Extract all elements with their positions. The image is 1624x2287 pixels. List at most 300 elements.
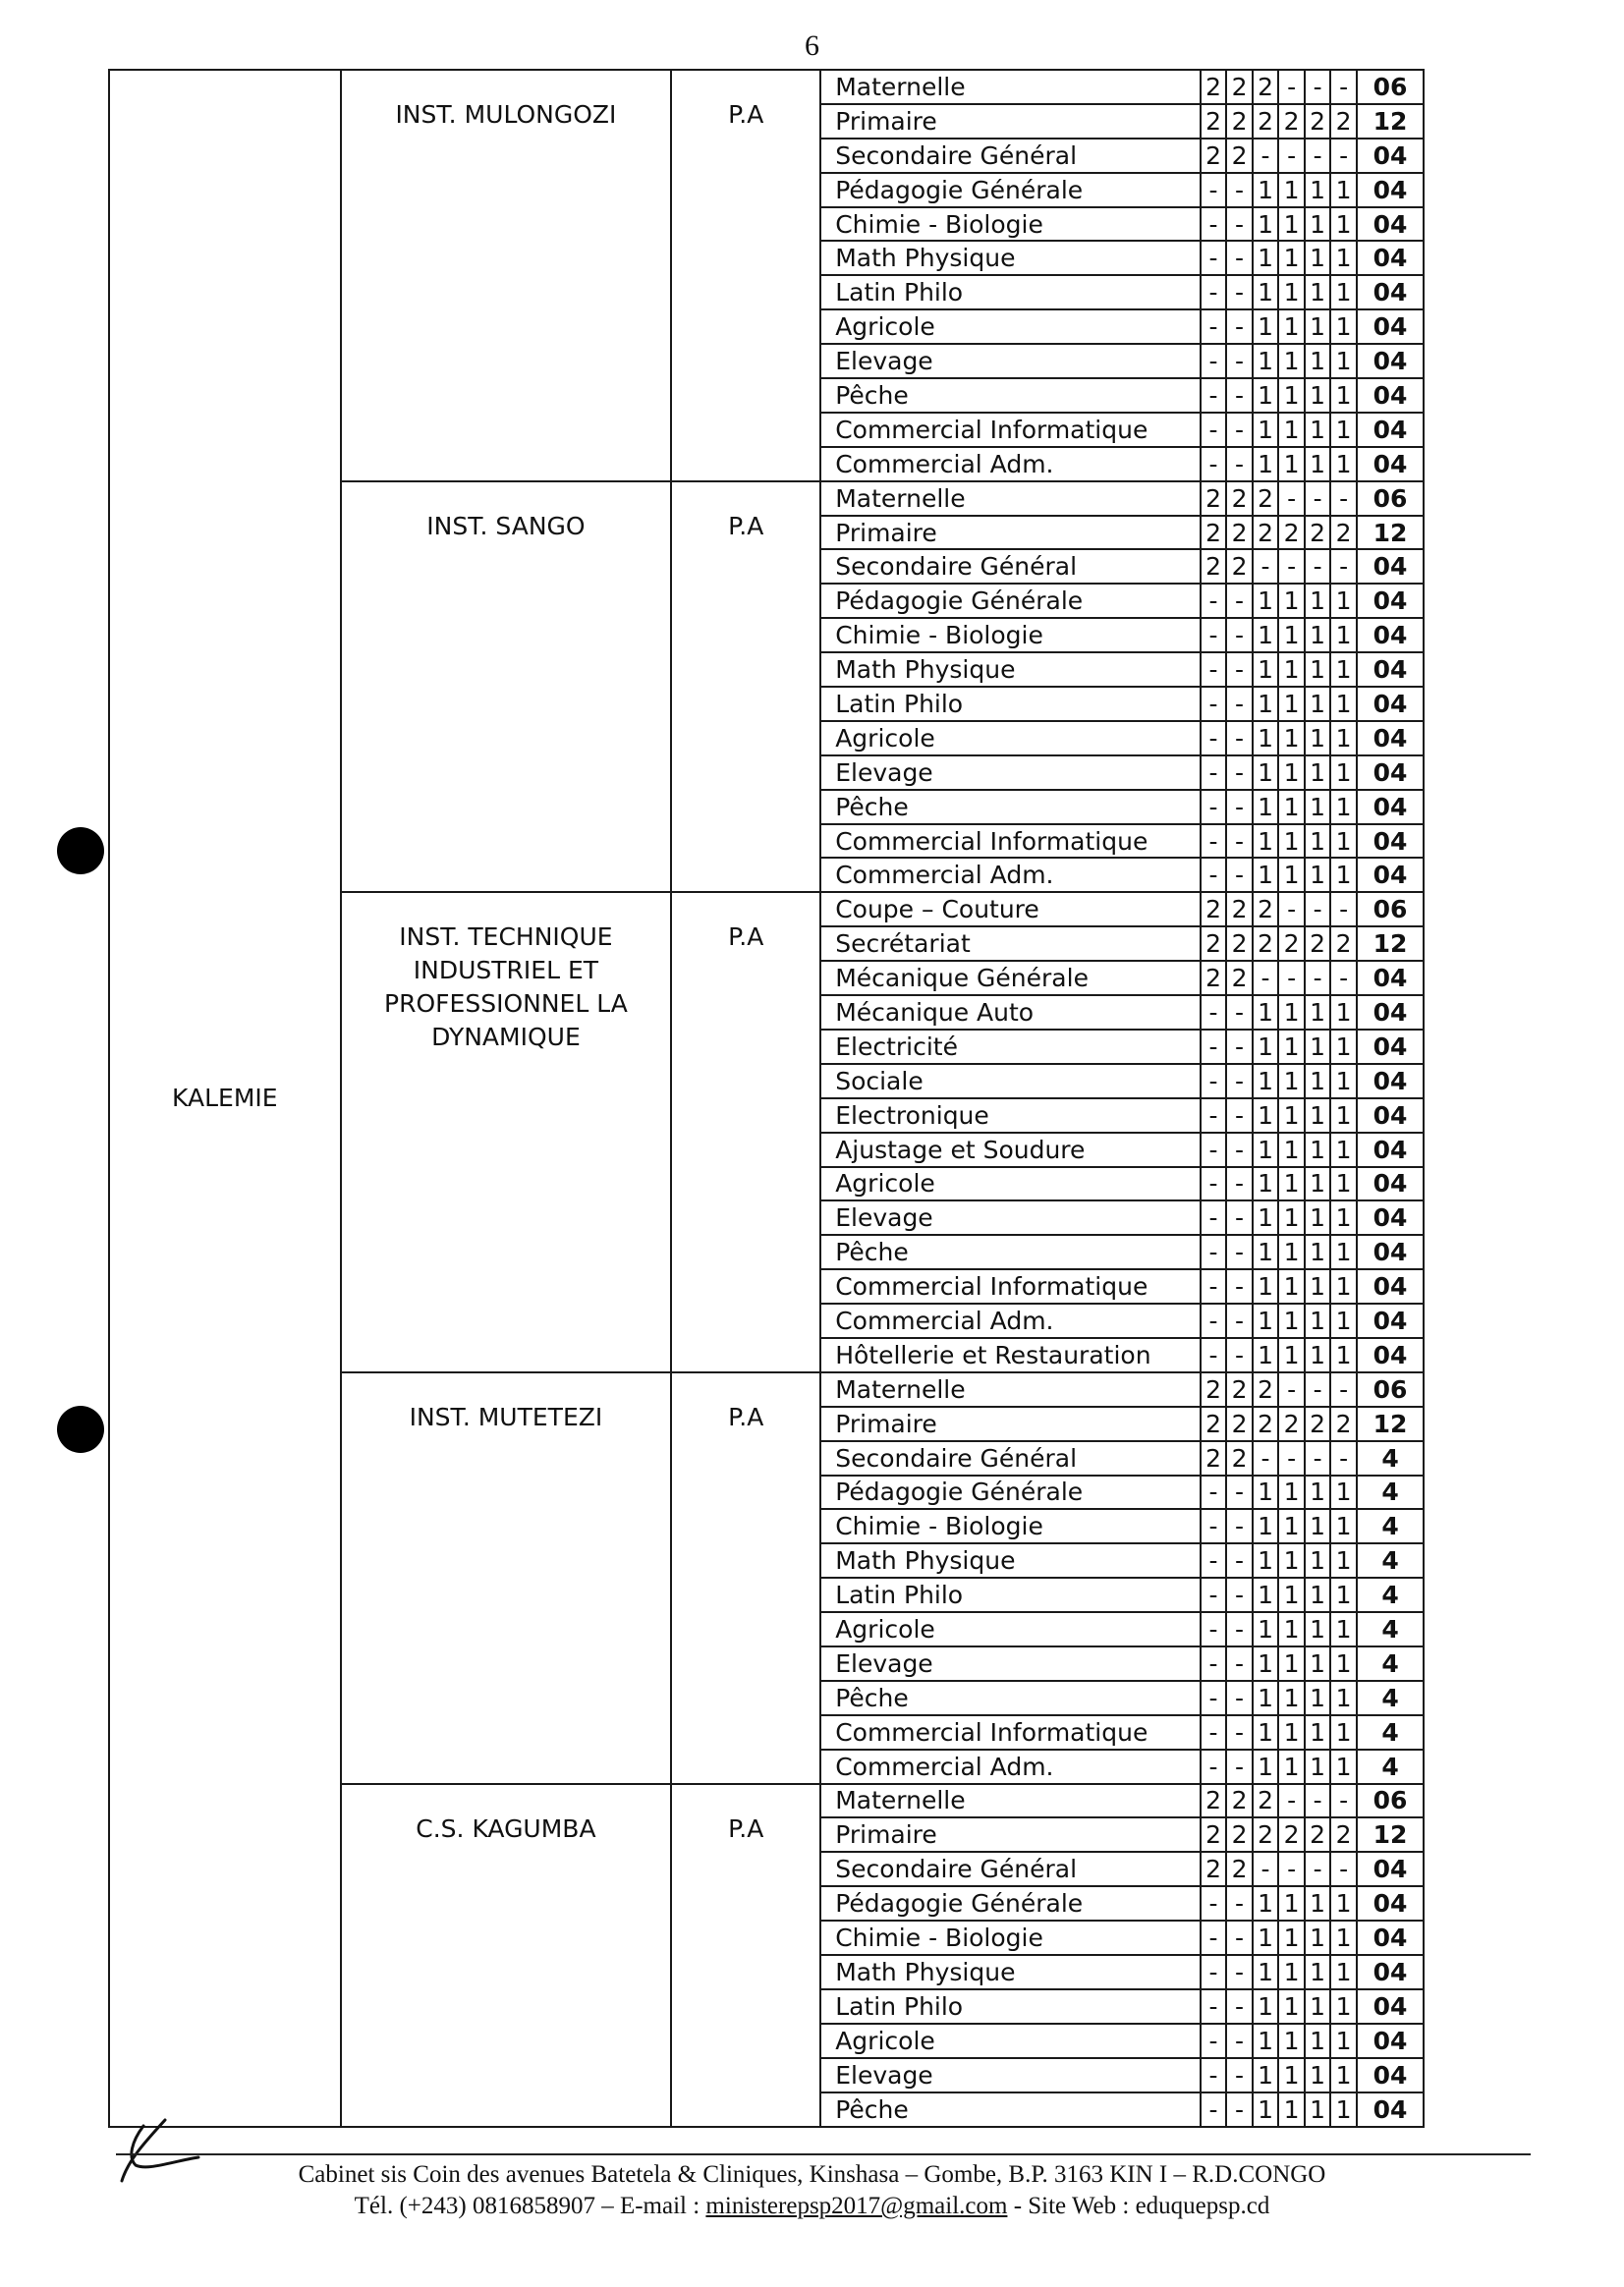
school-status-cell: P.A: [671, 1372, 820, 1784]
class-count-cell: -: [1226, 687, 1253, 721]
class-count-cell: 1: [1278, 1509, 1305, 1543]
total-cell: 06: [1357, 1372, 1424, 1407]
class-count-cell: 1: [1278, 207, 1305, 242]
punch-hole-icon: [57, 827, 104, 874]
blank-margin-cell: [1424, 1715, 1510, 1750]
class-count-cell: -: [1278, 892, 1305, 926]
class-count-cell: 1: [1253, 721, 1279, 755]
blank-margin-cell: [1424, 1646, 1510, 1681]
option-cell: Elevage: [820, 1200, 1201, 1235]
total-cell: 04: [1357, 1304, 1424, 1338]
blank-margin-cell: [1424, 70, 1510, 104]
footer-phone: Tél. (+243) 0816858907 – E-mail :: [354, 2193, 706, 2219]
class-count-cell: 2: [1226, 1441, 1253, 1476]
class-count-cell: -: [1305, 1372, 1331, 1407]
class-count-cell: 2: [1201, 70, 1227, 104]
option-cell: Secondaire Général: [820, 1441, 1201, 1476]
blank-margin-cell: [1424, 1372, 1510, 1407]
total-cell: 04: [1357, 1269, 1424, 1304]
class-count-cell: 1: [1305, 652, 1331, 687]
footer-divider: [116, 2153, 1531, 2155]
class-count-cell: 1: [1305, 755, 1331, 790]
class-count-cell: 1: [1253, 1200, 1279, 1235]
class-count-cell: -: [1226, 1235, 1253, 1269]
class-count-cell: -: [1278, 549, 1305, 584]
total-cell: 04: [1357, 721, 1424, 755]
total-cell: 04: [1357, 2058, 1424, 2092]
blank-margin-cell: [1424, 618, 1510, 652]
class-count-cell: 2: [1305, 926, 1331, 961]
class-count-cell: -: [1201, 652, 1227, 687]
class-count-cell: 2: [1253, 926, 1279, 961]
class-count-cell: 1: [1305, 584, 1331, 618]
class-count-cell: 1: [1305, 1681, 1331, 1715]
class-count-cell: 1: [1305, 1921, 1331, 1955]
class-count-cell: -: [1330, 481, 1357, 516]
class-count-cell: -: [1226, 652, 1253, 687]
class-count-cell: 1: [1330, 447, 1357, 481]
class-count-cell: -: [1201, 1886, 1227, 1921]
total-cell: 04: [1357, 1133, 1424, 1167]
class-count-cell: -: [1201, 309, 1227, 344]
class-count-cell: -: [1201, 1509, 1227, 1543]
blank-margin-cell: [1424, 652, 1510, 687]
blank-margin-cell: [1424, 2024, 1510, 2058]
class-count-cell: 2: [1278, 1407, 1305, 1441]
class-count-cell: 1: [1330, 2058, 1357, 2092]
blank-margin-cell: [1424, 2092, 1510, 2127]
option-cell: Maternelle: [820, 1784, 1201, 1818]
class-count-cell: 1: [1253, 584, 1279, 618]
blank-margin-cell: [1424, 1030, 1510, 1064]
class-count-cell: -: [1201, 721, 1227, 755]
class-count-cell: -: [1226, 241, 1253, 275]
blank-margin-cell: [1424, 1269, 1510, 1304]
total-cell: 4: [1357, 1612, 1424, 1646]
class-count-cell: 1: [1278, 618, 1305, 652]
class-count-cell: -: [1226, 1921, 1253, 1955]
class-count-cell: 1: [1253, 824, 1279, 859]
class-count-cell: -: [1226, 1476, 1253, 1510]
total-cell: 04: [1357, 652, 1424, 687]
class-count-cell: 1: [1305, 858, 1331, 892]
class-count-cell: 2: [1201, 1441, 1227, 1476]
blank-margin-cell: [1424, 2058, 1510, 2092]
class-count-cell: 1: [1278, 378, 1305, 413]
total-cell: 06: [1357, 1784, 1424, 1818]
schools-table: [108, 69, 1511, 2128]
class-count-cell: 1: [1253, 378, 1279, 413]
class-count-cell: -: [1305, 139, 1331, 173]
class-count-cell: 1: [1330, 1098, 1357, 1133]
class-count-cell: 1: [1278, 584, 1305, 618]
class-count-cell: -: [1226, 1030, 1253, 1064]
blank-margin-cell: [1424, 926, 1510, 961]
total-cell: 04: [1357, 447, 1424, 481]
class-count-cell: -: [1226, 858, 1253, 892]
class-count-cell: -: [1330, 1441, 1357, 1476]
class-count-cell: 1: [1278, 309, 1305, 344]
blank-margin-cell: [1424, 1064, 1510, 1098]
class-count-cell: 2: [1226, 70, 1253, 104]
blank-margin-cell: [1424, 961, 1510, 995]
class-count-cell: 1: [1305, 1338, 1331, 1372]
class-count-cell: -: [1253, 1441, 1279, 1476]
class-count-cell: 1: [1330, 1200, 1357, 1235]
class-count-cell: -: [1201, 1750, 1227, 1784]
class-count-cell: 1: [1253, 344, 1279, 378]
option-cell: Math Physique: [820, 652, 1201, 687]
class-count-cell: 1: [1330, 687, 1357, 721]
class-count-cell: -: [1278, 481, 1305, 516]
class-count-cell: -: [1201, 1955, 1227, 1989]
class-count-cell: 1: [1278, 1543, 1305, 1578]
class-count-cell: 1: [1278, 2024, 1305, 2058]
school-status-cell: P.A: [671, 892, 820, 1371]
class-count-cell: -: [1226, 309, 1253, 344]
class-count-cell: 2: [1226, 139, 1253, 173]
class-count-cell: 1: [1330, 584, 1357, 618]
class-count-cell: 1: [1330, 1476, 1357, 1510]
class-count-cell: -: [1201, 1133, 1227, 1167]
total-cell: 4: [1357, 1509, 1424, 1543]
class-count-cell: -: [1226, 1133, 1253, 1167]
blank-margin-cell: [1424, 1750, 1510, 1784]
class-count-cell: -: [1278, 1852, 1305, 1886]
class-count-cell: -: [1305, 1852, 1331, 1886]
class-count-cell: 1: [1253, 1269, 1279, 1304]
option-cell: Pédagogie Générale: [820, 173, 1201, 207]
option-cell: Elevage: [820, 344, 1201, 378]
blank-margin-cell: [1424, 241, 1510, 275]
class-count-cell: -: [1201, 2092, 1227, 2127]
class-count-cell: -: [1226, 1098, 1253, 1133]
table-row: [109, 70, 1510, 104]
class-count-cell: 1: [1305, 1509, 1331, 1543]
class-count-cell: 1: [1330, 652, 1357, 687]
total-cell: 4: [1357, 1476, 1424, 1510]
class-count-cell: 1: [1305, 1098, 1331, 1133]
class-count-cell: 2: [1226, 104, 1253, 139]
class-count-cell: 1: [1278, 413, 1305, 447]
option-cell: Mécanique Auto: [820, 995, 1201, 1030]
class-count-cell: -: [1201, 2024, 1227, 2058]
blank-margin-cell: [1424, 516, 1510, 550]
class-count-cell: 1: [1330, 378, 1357, 413]
class-count-cell: -: [1278, 1784, 1305, 1818]
option-cell: Commercial Informatique: [820, 824, 1201, 859]
class-count-cell: 1: [1305, 1989, 1331, 2024]
class-count-cell: 1: [1330, 309, 1357, 344]
class-count-cell: -: [1226, 618, 1253, 652]
class-count-cell: 1: [1330, 344, 1357, 378]
class-count-cell: -: [1226, 173, 1253, 207]
blank-margin-cell: [1424, 1955, 1510, 1989]
school-name-cell: INST. SANGO: [341, 481, 672, 893]
blank-margin-cell: [1424, 1612, 1510, 1646]
option-cell: Elevage: [820, 1646, 1201, 1681]
class-count-cell: 1: [1253, 1476, 1279, 1510]
class-count-cell: 1: [1278, 2092, 1305, 2127]
class-count-cell: -: [1201, 995, 1227, 1030]
class-count-cell: 2: [1253, 481, 1279, 516]
blank-margin-cell: [1424, 1098, 1510, 1133]
class-count-cell: -: [1226, 275, 1253, 309]
option-cell: Math Physique: [820, 1955, 1201, 1989]
class-count-cell: -: [1201, 1338, 1227, 1372]
total-cell: 12: [1357, 516, 1424, 550]
option-cell: Secondaire Général: [820, 139, 1201, 173]
class-count-cell: -: [1226, 378, 1253, 413]
class-count-cell: 1: [1305, 173, 1331, 207]
blank-margin-cell: [1424, 1578, 1510, 1612]
total-cell: 4: [1357, 1543, 1424, 1578]
class-count-cell: -: [1201, 824, 1227, 859]
class-count-cell: 2: [1253, 1817, 1279, 1852]
footer-address: Cabinet sis Coin des avenues Batetela & Cliniques, Kinshasa – Gombe, B.P. 3163 KIN I – R.D.CONGO: [298, 2161, 1326, 2188]
option-cell: Mécanique Générale: [820, 961, 1201, 995]
class-count-cell: 1: [1330, 1715, 1357, 1750]
option-cell: Agricole: [820, 1167, 1201, 1201]
class-count-cell: 2: [1226, 961, 1253, 995]
total-cell: 06: [1357, 892, 1424, 926]
class-count-cell: 1: [1305, 275, 1331, 309]
class-count-cell: -: [1201, 1715, 1227, 1750]
class-count-cell: 1: [1253, 1235, 1279, 1269]
class-count-cell: 2: [1226, 549, 1253, 584]
class-count-cell: 2: [1201, 892, 1227, 926]
class-count-cell: 1: [1253, 447, 1279, 481]
class-count-cell: -: [1201, 1921, 1227, 1955]
class-count-cell: 1: [1330, 721, 1357, 755]
total-cell: 04: [1357, 858, 1424, 892]
school-status-cell: P.A: [671, 70, 820, 481]
class-count-cell: -: [1201, 1304, 1227, 1338]
school-name-cell: INST. MULONGOZI: [341, 70, 672, 481]
class-count-cell: 2: [1226, 516, 1253, 550]
class-count-cell: 2: [1201, 516, 1227, 550]
class-count-cell: -: [1305, 549, 1331, 584]
class-count-cell: 1: [1305, 447, 1331, 481]
class-count-cell: -: [1226, 1064, 1253, 1098]
class-count-cell: 2: [1305, 1817, 1331, 1852]
blank-margin-cell: [1424, 309, 1510, 344]
class-count-cell: 1: [1305, 309, 1331, 344]
class-count-cell: -: [1330, 70, 1357, 104]
total-cell: 04: [1357, 687, 1424, 721]
class-count-cell: 1: [1305, 1133, 1331, 1167]
class-count-cell: 1: [1278, 1064, 1305, 1098]
class-count-cell: -: [1330, 1372, 1357, 1407]
class-count-cell: 2: [1201, 1784, 1227, 1818]
blank-margin-cell: [1424, 1200, 1510, 1235]
blank-margin-cell: [1424, 378, 1510, 413]
region-cell: KALEMIE: [109, 70, 341, 2127]
class-count-cell: 2: [1201, 1852, 1227, 1886]
class-count-cell: 1: [1278, 1476, 1305, 1510]
blank-margin-cell: [1424, 275, 1510, 309]
class-count-cell: -: [1330, 1852, 1357, 1886]
blank-margin-cell: [1424, 755, 1510, 790]
class-count-cell: 2: [1201, 549, 1227, 584]
option-cell: Primaire: [820, 1817, 1201, 1852]
class-count-cell: -: [1201, 1064, 1227, 1098]
class-count-cell: 2: [1226, 926, 1253, 961]
class-count-cell: 2: [1201, 1372, 1227, 1407]
class-count-cell: -: [1226, 344, 1253, 378]
class-count-cell: 1: [1253, 1715, 1279, 1750]
option-cell: Math Physique: [820, 1543, 1201, 1578]
class-count-cell: 1: [1278, 1304, 1305, 1338]
blank-margin-cell: [1424, 173, 1510, 207]
option-cell: Pêche: [820, 1235, 1201, 1269]
class-count-cell: 2: [1330, 104, 1357, 139]
total-cell: 04: [1357, 961, 1424, 995]
class-count-cell: 1: [1330, 858, 1357, 892]
blank-margin-cell: [1424, 1921, 1510, 1955]
class-count-cell: 1: [1278, 1750, 1305, 1784]
footer-contact: [0, 2193, 1624, 2220]
class-count-cell: 2: [1253, 70, 1279, 104]
class-count-cell: 2: [1226, 1407, 1253, 1441]
footer-email-link[interactable]: ministerepsp2017@gmail.com: [705, 2193, 1008, 2219]
class-count-cell: 1: [1330, 1955, 1357, 1989]
school-status-cell: P.A: [671, 481, 820, 893]
option-cell: Commercial Adm.: [820, 1304, 1201, 1338]
option-cell: Commercial Adm.: [820, 447, 1201, 481]
class-count-cell: -: [1226, 1200, 1253, 1235]
total-cell: 04: [1357, 139, 1424, 173]
class-count-cell: 1: [1278, 1338, 1305, 1372]
class-count-cell: 1: [1305, 721, 1331, 755]
class-count-cell: 1: [1253, 1167, 1279, 1201]
class-count-cell: -: [1226, 1750, 1253, 1784]
class-count-cell: 1: [1278, 1133, 1305, 1167]
class-count-cell: 1: [1253, 1646, 1279, 1681]
class-count-cell: 1: [1305, 413, 1331, 447]
class-count-cell: 2: [1330, 1407, 1357, 1441]
blank-margin-cell: [1424, 1681, 1510, 1715]
class-count-cell: -: [1226, 1646, 1253, 1681]
class-count-cell: 2: [1201, 104, 1227, 139]
class-count-cell: -: [1226, 995, 1253, 1030]
class-count-cell: -: [1201, 858, 1227, 892]
class-count-cell: 1: [1253, 241, 1279, 275]
class-count-cell: 2: [1226, 1372, 1253, 1407]
blank-margin-cell: [1424, 139, 1510, 173]
total-cell: 12: [1357, 104, 1424, 139]
class-count-cell: -: [1330, 1784, 1357, 1818]
class-count-cell: -: [1201, 1269, 1227, 1304]
class-count-cell: 1: [1305, 1886, 1331, 1921]
class-count-cell: 1: [1278, 824, 1305, 859]
blank-margin-cell: [1424, 447, 1510, 481]
class-count-cell: 1: [1253, 1030, 1279, 1064]
class-count-cell: -: [1226, 2058, 1253, 2092]
option-cell: Hôtellerie et Restauration: [820, 1338, 1201, 1372]
class-count-cell: 2: [1201, 1817, 1227, 1852]
class-count-cell: 1: [1278, 1167, 1305, 1201]
option-cell: Primaire: [820, 1407, 1201, 1441]
total-cell: 4: [1357, 1646, 1424, 1681]
class-count-cell: 1: [1278, 721, 1305, 755]
option-cell: Elevage: [820, 2058, 1201, 2092]
class-count-cell: 1: [1253, 1338, 1279, 1372]
class-count-cell: 1: [1305, 2058, 1331, 2092]
class-count-cell: -: [1226, 824, 1253, 859]
class-count-cell: -: [1226, 413, 1253, 447]
class-count-cell: -: [1226, 1269, 1253, 1304]
total-cell: 04: [1357, 1921, 1424, 1955]
class-count-cell: -: [1201, 1543, 1227, 1578]
class-count-cell: 1: [1253, 2024, 1279, 2058]
total-cell: 04: [1357, 241, 1424, 275]
total-cell: 04: [1357, 1200, 1424, 1235]
class-count-cell: -: [1226, 1886, 1253, 1921]
class-count-cell: 1: [1305, 995, 1331, 1030]
class-count-cell: 1: [1330, 1681, 1357, 1715]
class-count-cell: 1: [1253, 1681, 1279, 1715]
class-count-cell: 2: [1226, 1852, 1253, 1886]
class-count-cell: 1: [1278, 241, 1305, 275]
class-count-cell: 1: [1305, 1476, 1331, 1510]
class-count-cell: 1: [1305, 618, 1331, 652]
option-cell: Maternelle: [820, 481, 1201, 516]
class-count-cell: 1: [1253, 275, 1279, 309]
class-count-cell: -: [1226, 755, 1253, 790]
class-count-cell: 1: [1330, 1064, 1357, 1098]
school-status-cell: P.A: [671, 1784, 820, 2127]
class-count-cell: -: [1330, 961, 1357, 995]
blank-margin-cell: [1424, 1852, 1510, 1886]
class-count-cell: 1: [1305, 1167, 1331, 1201]
class-count-cell: 1: [1330, 1133, 1357, 1167]
option-cell: Agricole: [820, 309, 1201, 344]
total-cell: 04: [1357, 1167, 1424, 1201]
blank-margin-cell: [1424, 1476, 1510, 1510]
class-count-cell: -: [1330, 892, 1357, 926]
class-count-cell: 1: [1278, 1200, 1305, 1235]
option-cell: Math Physique: [820, 241, 1201, 275]
school-name-cell: INST. MUTETEZI: [341, 1372, 672, 1784]
class-count-cell: -: [1226, 1167, 1253, 1201]
class-count-cell: -: [1201, 173, 1227, 207]
class-count-cell: 1: [1330, 2024, 1357, 2058]
class-count-cell: 1: [1253, 413, 1279, 447]
class-count-cell: 1: [1278, 1269, 1305, 1304]
total-cell: 12: [1357, 1817, 1424, 1852]
total-cell: 04: [1357, 824, 1424, 859]
class-count-cell: -: [1226, 1578, 1253, 1612]
class-count-cell: 1: [1253, 207, 1279, 242]
class-count-cell: -: [1226, 1715, 1253, 1750]
class-count-cell: 1: [1305, 1235, 1331, 1269]
total-cell: 04: [1357, 413, 1424, 447]
option-cell: Latin Philo: [820, 1578, 1201, 1612]
class-count-cell: 1: [1330, 1646, 1357, 1681]
class-count-cell: -: [1201, 413, 1227, 447]
class-count-cell: -: [1278, 961, 1305, 995]
class-count-cell: 1: [1278, 1235, 1305, 1269]
class-count-cell: 1: [1305, 824, 1331, 859]
class-count-cell: 1: [1278, 1646, 1305, 1681]
option-cell: Secrétariat: [820, 926, 1201, 961]
class-count-cell: -: [1253, 139, 1279, 173]
class-count-cell: 1: [1330, 1543, 1357, 1578]
total-cell: 04: [1357, 584, 1424, 618]
class-count-cell: 1: [1278, 687, 1305, 721]
class-count-cell: 2: [1253, 516, 1279, 550]
